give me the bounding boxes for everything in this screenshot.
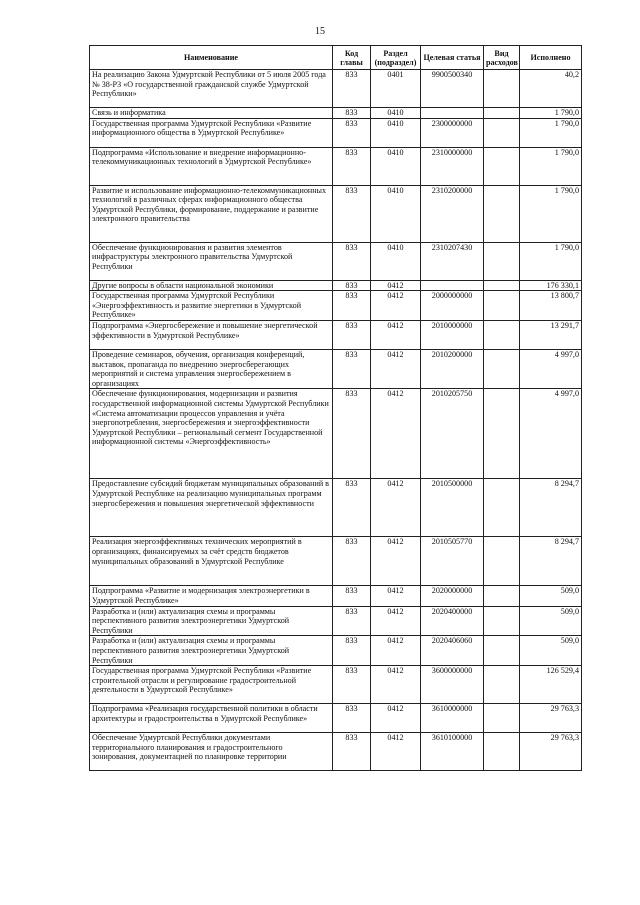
cell-type — [484, 704, 520, 733]
cell-executed: 29 763,3 — [520, 733, 582, 771]
cell-executed: 8 294,7 — [520, 479, 582, 537]
cell-code: 833 — [333, 118, 371, 147]
cell-name: Обеспечение функционирования и развития элементов инфраструктуры электронного правительства Удмуртской Республики — [90, 242, 333, 280]
cell-section: 0412 — [371, 479, 421, 537]
cell-executed: 40,2 — [520, 70, 582, 108]
expenditure-table — [89, 45, 582, 771]
cell-type — [484, 666, 520, 704]
cell-executed: 176 330,1 — [520, 280, 582, 291]
cell-name: Разработка и (или) актуализация схемы и программы перспективного развития электроэнергетики Удмуртской Республики — [90, 606, 333, 636]
cell-code: 833 — [333, 606, 371, 636]
cell-code: 833 — [333, 108, 371, 119]
cell-executed: 13 291,7 — [520, 320, 582, 349]
table-row — [90, 185, 582, 242]
cell-name: Государственная программа Удмуртской Республики «Энергоэффективность и развитие энергетики в Удмуртской Республике» — [90, 291, 333, 321]
cell-type — [484, 118, 520, 147]
cell-name: На реализацию Закона Удмуртской Республики от 5 июля 2005 года № 38-РЗ «О государственной гражданской службе Удмуртской Республики» — [90, 70, 333, 108]
cell-section: 0410 — [371, 118, 421, 147]
cell-target: 2010505770 — [421, 537, 484, 586]
table-row — [90, 320, 582, 349]
cell-target: 2310000000 — [421, 147, 484, 185]
cell-code: 833 — [333, 242, 371, 280]
cell-type — [484, 479, 520, 537]
cell-target: 2020406060 — [421, 636, 484, 666]
table-row — [90, 291, 582, 321]
cell-name: Предоставление субсидий бюджетам муниципальных образований в Удмуртской Республике на реализацию муниципальных программ энергосбережения и повышения энергетической эффективности — [90, 479, 333, 537]
cell-target: 2010205750 — [421, 389, 484, 479]
cell-code: 833 — [333, 320, 371, 349]
cell-executed: 29 763,3 — [520, 704, 582, 733]
cell-executed: 1 790,0 — [520, 108, 582, 119]
column-header-executed: Исполнено — [520, 46, 582, 70]
cell-type — [484, 291, 520, 321]
cell-name: Подпрограмма «Использование и внедрение информационно-телекоммуникационных технологий в Удмуртской Республике» — [90, 147, 333, 185]
cell-type — [484, 185, 520, 242]
column-header-name: Наименование — [90, 46, 333, 70]
cell-section: 0412 — [371, 704, 421, 733]
cell-target: 9900500340 — [421, 70, 484, 108]
table-header-row — [90, 46, 582, 70]
cell-code: 833 — [333, 537, 371, 586]
cell-section: 0401 — [371, 70, 421, 108]
cell-executed: 1 790,0 — [520, 185, 582, 242]
table-row — [90, 349, 582, 388]
cell-code: 833 — [333, 70, 371, 108]
cell-code: 833 — [333, 733, 371, 771]
table-row — [90, 537, 582, 586]
cell-target — [421, 108, 484, 119]
cell-target: 2010200000 — [421, 349, 484, 388]
table-row — [90, 586, 582, 606]
cell-section: 0410 — [371, 108, 421, 119]
cell-code: 833 — [333, 147, 371, 185]
cell-name: Подпрограмма «Развитие и модернизация электроэнергетики в Удмуртской Республике» — [90, 586, 333, 606]
table-row — [90, 733, 582, 771]
cell-target: 2310207430 — [421, 242, 484, 280]
cell-section: 0412 — [371, 320, 421, 349]
column-header-section: Раздел (подраздел) — [371, 46, 421, 70]
cell-type — [484, 242, 520, 280]
cell-executed: 13 800,7 — [520, 291, 582, 321]
cell-code: 833 — [333, 704, 371, 733]
cell-section: 0412 — [371, 291, 421, 321]
cell-name: Государственная программа Удмуртской Республики «Развитие информационного общества в Удмуртской Республике» — [90, 118, 333, 147]
cell-code: 833 — [333, 280, 371, 291]
cell-code: 833 — [333, 636, 371, 666]
cell-name: Связь и информатика — [90, 108, 333, 119]
table-row — [90, 108, 582, 119]
cell-section: 0412 — [371, 733, 421, 771]
table-row — [90, 280, 582, 291]
cell-code: 833 — [333, 349, 371, 388]
cell-name: Реализация энергоэффективных технических мероприятий в организациях, финансируемых за счёт средств бюджетов муниципальных образований в Удмуртской Республике — [90, 537, 333, 586]
cell-type — [484, 586, 520, 606]
cell-target — [421, 280, 484, 291]
page-number: 15 — [315, 26, 325, 37]
cell-target: 2020400000 — [421, 606, 484, 636]
cell-executed: 509,0 — [520, 586, 582, 606]
cell-target: 3610100000 — [421, 733, 484, 771]
table-row — [90, 147, 582, 185]
cell-section: 0412 — [371, 537, 421, 586]
cell-name: Разработка и (или) актуализация схемы и программы перспективного развития электроэнергетики Удмуртской Республики — [90, 636, 333, 666]
cell-target: 2000000000 — [421, 291, 484, 321]
cell-section: 0412 — [371, 606, 421, 636]
column-header-type: Вид расходов — [484, 46, 520, 70]
cell-executed: 509,0 — [520, 606, 582, 636]
cell-target: 3610000000 — [421, 704, 484, 733]
cell-name: Подпрограмма «Энергосбережение и повышение энергетической эффективности в Удмуртской Республике» — [90, 320, 333, 349]
cell-executed: 126 529,4 — [520, 666, 582, 704]
cell-name: Подпрограмма «Реализация государственной политики в области архитектуры и градостроительства в Удмуртской Республике» — [90, 704, 333, 733]
cell-target: 2010000000 — [421, 320, 484, 349]
cell-type — [484, 389, 520, 479]
cell-type — [484, 636, 520, 666]
cell-name: Проведение семинаров, обучения, организация конференций, выставок, пропаганда по внедрению энергосберегающих мероприятий и система управления энергосбережением в организациях — [90, 349, 333, 388]
cell-executed: 4 997,0 — [520, 389, 582, 479]
cell-target: 2300000000 — [421, 118, 484, 147]
cell-target: 2310200000 — [421, 185, 484, 242]
cell-target: 3600000000 — [421, 666, 484, 704]
cell-target: 2010500000 — [421, 479, 484, 537]
table-row — [90, 479, 582, 537]
cell-section: 0412 — [371, 389, 421, 479]
cell-section: 0412 — [371, 666, 421, 704]
cell-type — [484, 280, 520, 291]
cell-name: Другие вопросы в области национальной экономики — [90, 280, 333, 291]
cell-section: 0412 — [371, 280, 421, 291]
table-row — [90, 389, 582, 479]
cell-type — [484, 606, 520, 636]
cell-type — [484, 147, 520, 185]
table-row — [90, 704, 582, 733]
table-row — [90, 242, 582, 280]
table-row — [90, 636, 582, 666]
cell-target: 2020000000 — [421, 586, 484, 606]
cell-code: 833 — [333, 291, 371, 321]
cell-code: 833 — [333, 666, 371, 704]
cell-section: 0412 — [371, 636, 421, 666]
cell-executed: 1 790,0 — [520, 242, 582, 280]
cell-type — [484, 349, 520, 388]
table-row — [90, 666, 582, 704]
cell-executed: 509,0 — [520, 636, 582, 666]
cell-type — [484, 320, 520, 349]
column-header-code: Код главы — [333, 46, 371, 70]
cell-code: 833 — [333, 586, 371, 606]
table-row — [90, 70, 582, 108]
cell-name: Обеспечение Удмуртской Республики документами территориального планирования и градостроительного зонирования, документацией по планировке территории — [90, 733, 333, 771]
cell-code: 833 — [333, 389, 371, 479]
cell-section: 0410 — [371, 185, 421, 242]
cell-executed: 4 997,0 — [520, 349, 582, 388]
cell-section: 0412 — [371, 586, 421, 606]
cell-name: Развитие и использование информационно-телекоммуникационных технологий в различных сферах информационного общества Удмуртской Республики, формирование, поддержание и развитие электронного правительства — [90, 185, 333, 242]
table-row — [90, 606, 582, 636]
cell-name: Обеспечение функционирования, модернизации и развития государственной информационной системы Удмуртской Республики «Система автоматизации процессов управления и учёта энергопотребления, энергосбережения и энергоэффективности Удмуртской Республики – региональный сегмент Государственной информационной системы «Энергоэффективность» — [90, 389, 333, 479]
cell-type — [484, 70, 520, 108]
cell-type — [484, 537, 520, 586]
column-header-target: Целевая статья — [421, 46, 484, 70]
cell-executed: 1 790,0 — [520, 147, 582, 185]
cell-code: 833 — [333, 185, 371, 242]
cell-type — [484, 733, 520, 771]
cell-name: Государственная программа Удмуртской Республики «Развитие строительной отрасли и регулирование градостроительной деятельности в Удмуртской Республике» — [90, 666, 333, 704]
cell-section: 0412 — [371, 349, 421, 388]
cell-code: 833 — [333, 479, 371, 537]
cell-executed: 1 790,0 — [520, 118, 582, 147]
table-row — [90, 118, 582, 147]
table-body — [90, 70, 582, 771]
cell-section: 0410 — [371, 242, 421, 280]
cell-executed: 8 294,7 — [520, 537, 582, 586]
cell-section: 0410 — [371, 147, 421, 185]
cell-type — [484, 108, 520, 119]
